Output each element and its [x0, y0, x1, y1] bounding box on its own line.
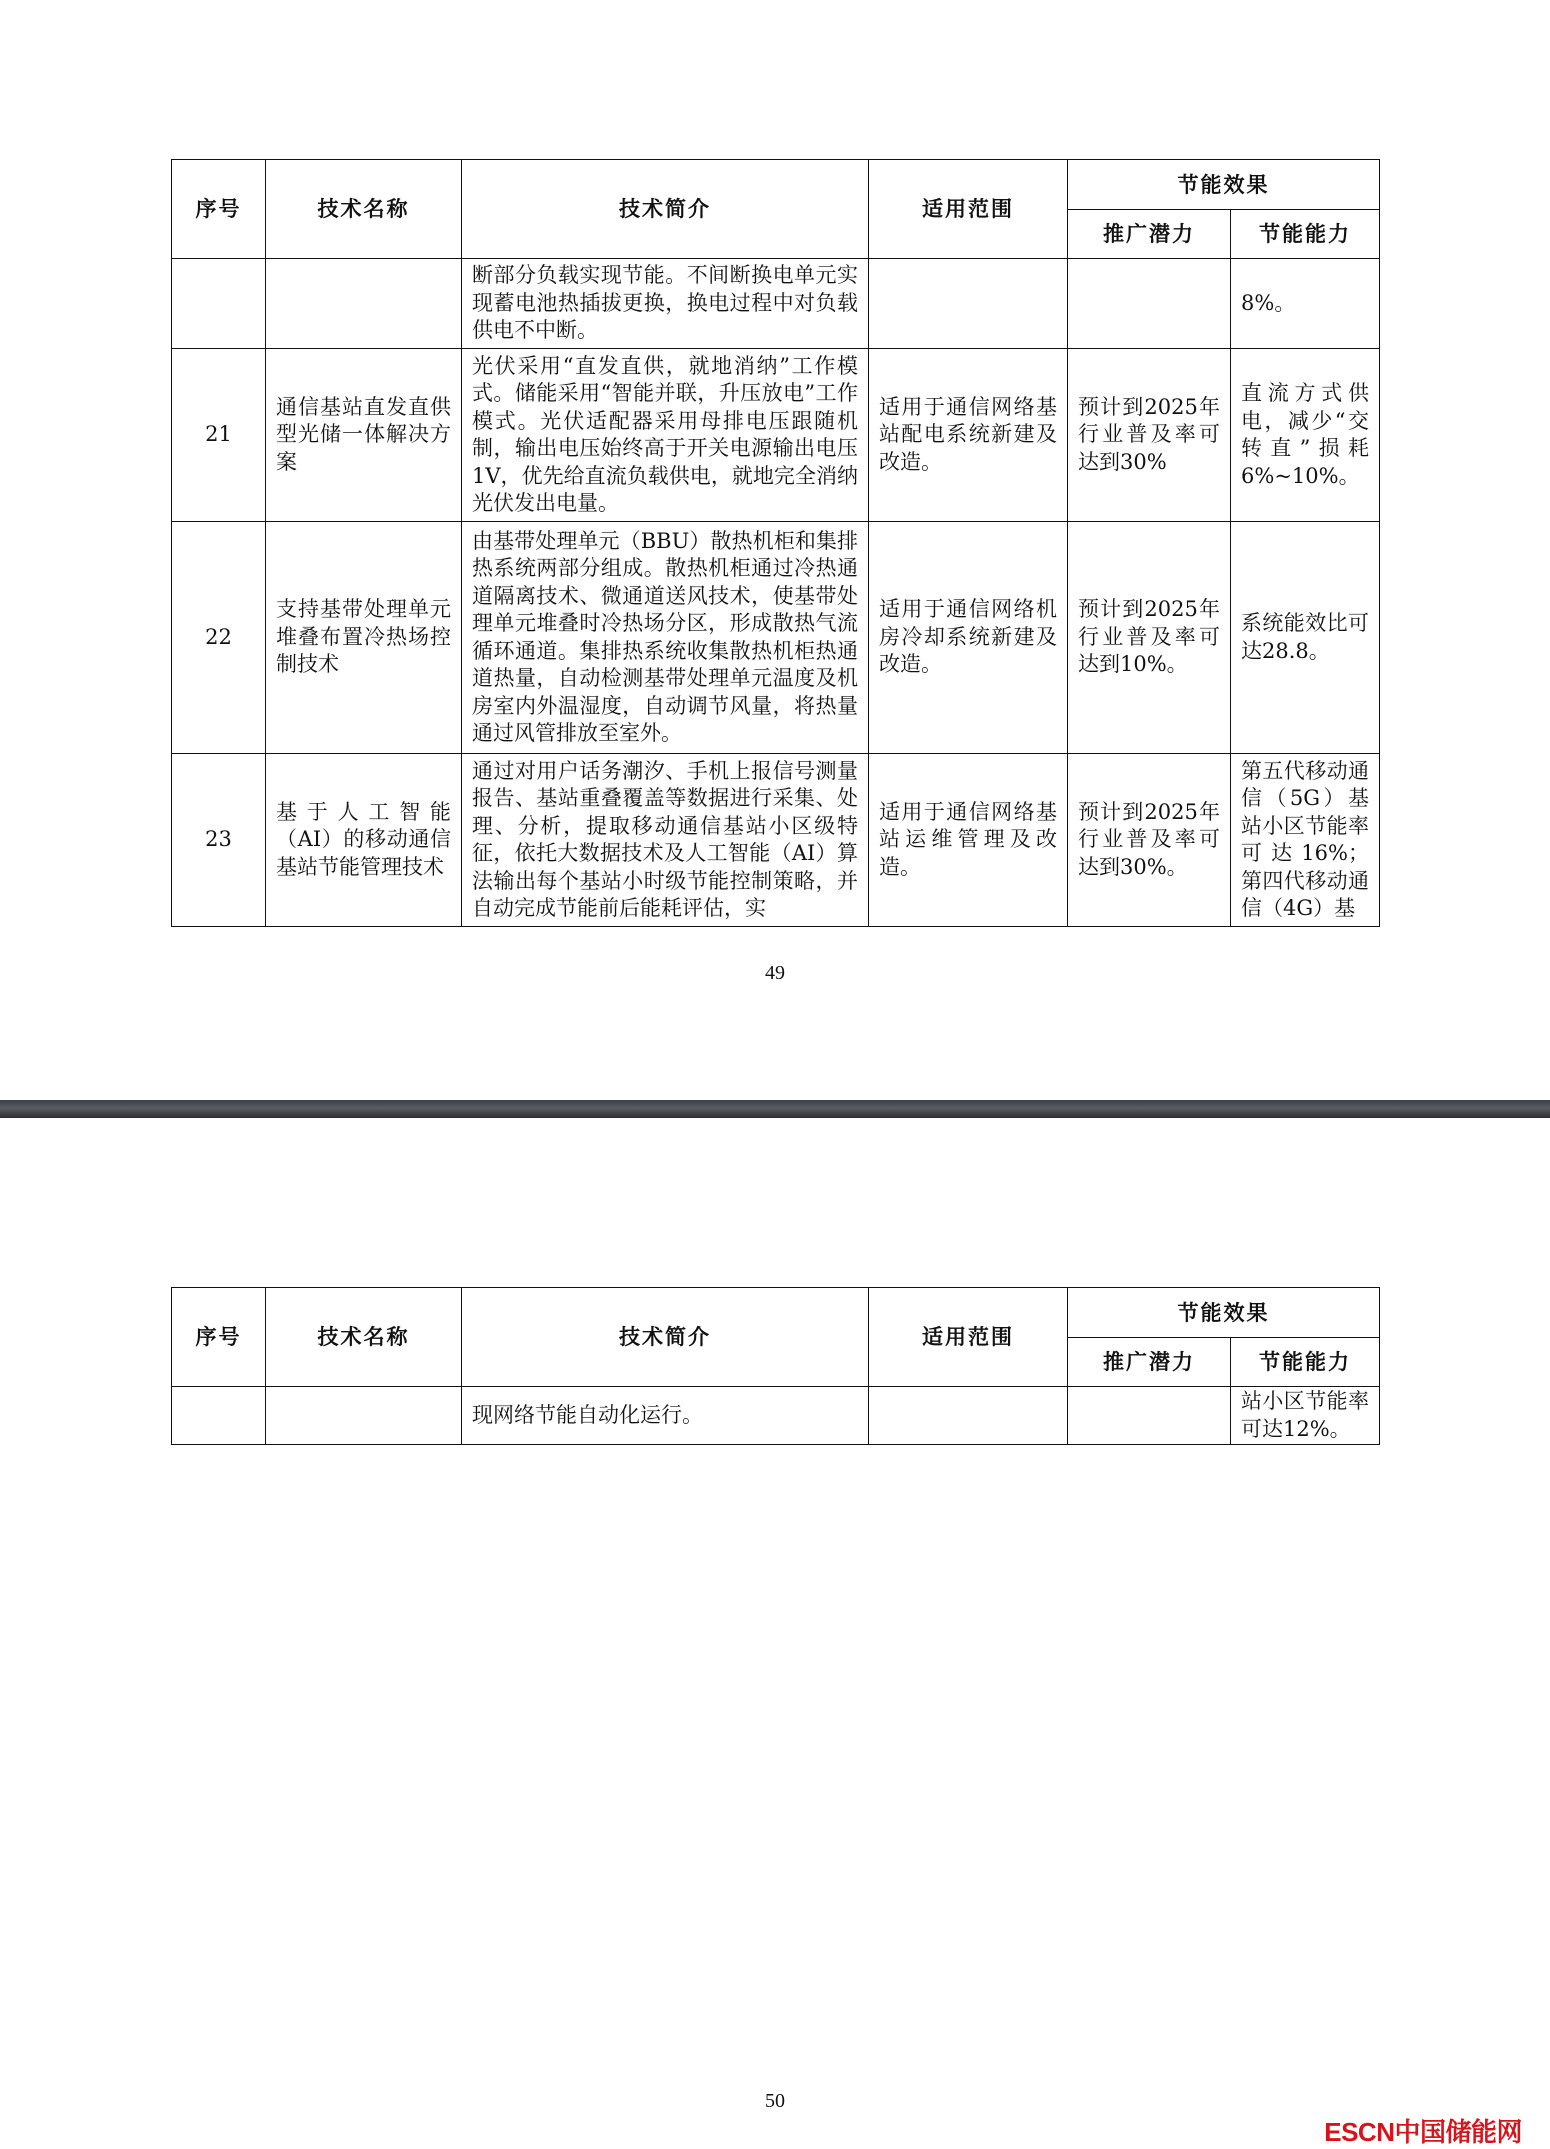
page-number: 49 — [765, 962, 785, 984]
row-seq: 22 — [172, 522, 266, 754]
row-capability: 第五代移动通信（5G）基站小区节能率可达16%；第四代移动通信（4G）基 — [1231, 754, 1380, 927]
row-name: 通信基站直发直供型光储一体解决方案 — [266, 349, 462, 522]
row-scope: 适用于通信网络机房冷却系统新建及改造。 — [869, 522, 1068, 754]
header-tech-name: 技术名称 — [266, 1288, 462, 1387]
row-scope: 适用于通信网络基站运维管理及改造。 — [869, 754, 1068, 927]
page-divider — [0, 1100, 1550, 1118]
page-number: 50 — [765, 2090, 785, 2112]
row-seq: 21 — [172, 349, 266, 522]
header-seq: 序号 — [172, 160, 266, 259]
row-seq — [172, 259, 266, 349]
row-capability: 直流方式供电，减少“交转直”损耗6%~10%。 — [1231, 349, 1380, 522]
header-scope: 适用范围 — [869, 1288, 1068, 1387]
row-promotion — [1068, 1387, 1231, 1445]
row-promotion — [1068, 259, 1231, 349]
header-tech-intro: 技术简介 — [462, 1288, 869, 1387]
header-effect: 节能效果 — [1068, 160, 1380, 210]
row-intro: 光伏采用“直发直供，就地消纳”工作模式。储能采用“智能并联，升压放电”工作模式。光伏适配器采用母排电压跟随机制，输出电压始终高于开关电源输出电压1V，优先给直流负载供电，就地完全消纳光伏发出电量。 — [462, 349, 869, 522]
row-promotion: 预计到2025年行业普及率可达到30% — [1068, 349, 1231, 522]
table-row — [172, 259, 1380, 349]
escn-logo: ESCN中国储能网 — [1324, 2117, 1522, 2147]
row-intro: 由基带处理单元（BBU）散热机柜和集排热系统两部分组成。散热机柜通过冷热通道隔离技术、微通道送风技术，使基带处理单元堆叠时冷热场分区，形成散热气流循环通道。集排热系统收集散热机柜热通道热量，自动检测基带处理单元温度及机房室内外温湿度，自动调节风量，将热量通过风管排放至室外。 — [462, 522, 869, 754]
row-scope — [869, 259, 1068, 349]
header-tech-intro: 技术简介 — [462, 160, 869, 259]
row-intro: 现网络节能自动化运行。 — [462, 1387, 869, 1445]
header-promotion: 推广潜力 — [1068, 1338, 1231, 1387]
header-capability: 节能能力 — [1231, 210, 1380, 259]
page-50 — [0, 1118, 1550, 2144]
row-name — [266, 259, 462, 349]
row-seq: 23 — [172, 754, 266, 927]
technology-table-page-50 — [171, 1287, 1380, 1445]
row-capability: 站小区节能率可达12%。 — [1231, 1387, 1380, 1445]
row-capability: 系统能效比可达28.8。 — [1231, 522, 1380, 754]
table-row — [172, 1387, 1380, 1445]
header-effect: 节能效果 — [1068, 1288, 1380, 1338]
row-name: 支持基带处理单元堆叠布置冷热场控制技术 — [266, 522, 462, 754]
header-promotion: 推广潜力 — [1068, 210, 1231, 259]
header-tech-name: 技术名称 — [266, 160, 462, 259]
row-name: 基于人工智能（AI）的移动通信基站节能管理技术 — [266, 754, 462, 927]
header-seq: 序号 — [172, 1288, 266, 1387]
row-promotion: 预计到2025年行业普及率可达到10%。 — [1068, 522, 1231, 754]
table-row — [172, 522, 1380, 754]
row-intro: 通过对用户话务潮汐、手机上报信号测量报告、基站重叠覆盖等数据进行采集、处理、分析，提取移动通信基站小区级特征，依托大数据技术及人工智能（AI）算法输出每个基站小时级节能控制策略，并自动完成节能前后能耗评估，实 — [462, 754, 869, 927]
row-promotion: 预计到2025年行业普及率可达到30%。 — [1068, 754, 1231, 927]
row-intro: 断部分负载实现节能。不间断换电单元实现蓄电池热插拔更换，换电过程中对负载供电不中断。 — [462, 259, 869, 349]
row-scope: 适用于通信网络基站配电系统新建及改造。 — [869, 349, 1068, 522]
header-scope: 适用范围 — [869, 160, 1068, 259]
header-capability: 节能能力 — [1231, 1338, 1380, 1387]
table-row — [172, 349, 1380, 522]
technology-table-page-49 — [171, 159, 1380, 927]
row-capability: 8%。 — [1231, 259, 1380, 349]
row-name — [266, 1387, 462, 1445]
table-row — [172, 754, 1380, 927]
row-scope — [869, 1387, 1068, 1445]
row-seq — [172, 1387, 266, 1445]
